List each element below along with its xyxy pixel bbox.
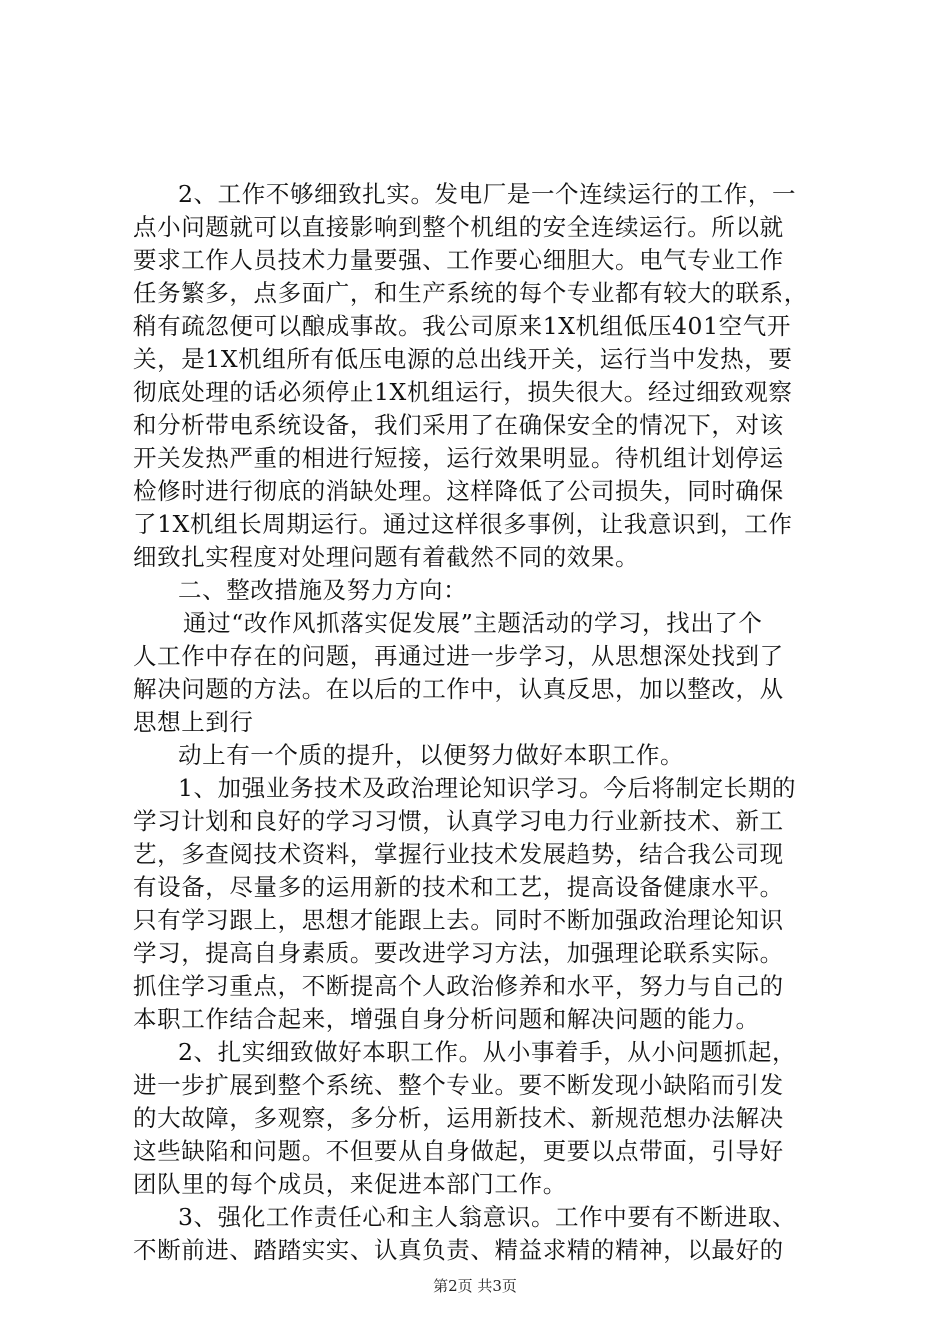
text-line: 解决问题的方法。在以后的工作中，认真反思，加以整改，从 [133,675,784,703]
text-line: 通过“改作风抓落实促发展”主题活动的学习，找出了个 [183,609,763,637]
text-line: 团队里的每个成员，来促进本部门工作。 [133,1170,567,1198]
text-line: 学习，提高自身素质。要改进学习方法，加强理论联系实际。 [133,939,784,967]
text-line: 和分析带电系统设备，我们采用了在确保安全的情况下，对该 [133,411,784,439]
text-line: 有设备，尽量多的运用新的技术和工艺，提高设备健康水平。 [133,873,784,901]
text-line: 稍有疏忽便可以酿成事故。我公司原来1X机组低压401空气开 [133,312,791,340]
text-line: 点小问题就可以直接影响到整个机组的安全连续运行。所以就 [133,213,784,241]
text-line: 细致扎实程度对处理问题有着截然不同的效果。 [133,543,640,571]
text-line: 艺，多查阅技术资料，掌握行业技术发展趋势，结合我公司现 [133,840,784,868]
text-line: 检修时进行彻底的消缺处理。这样降低了公司损失，同时确保 [133,477,784,505]
text-line: 人工作中存在的问题，再通过进一步学习，从思想深处找到了 [133,642,784,670]
text-line: 的大故障，多观察，多分析，运用新技术、新规范想办法解决 [133,1104,784,1132]
text-line: 2、工作不够细致扎实。发电厂是一个连续运行的工作，一 [178,180,797,208]
text-line: 进一步扩展到整个系统、整个专业。要不断发现小缺陷而引发 [133,1071,784,1099]
text-line: 要求工作人员技术力量要强、工作要心细胆大。电气专业工作 [133,246,784,274]
text-line: 本职工作结合起来，增强自身分析问题和解决问题的能力。 [133,1005,760,1033]
text-line: 不断前进、踏踏实实、认真负责、精益求精的精神，以最好的 [133,1236,784,1264]
text-line: 思想上到行 [133,708,254,736]
text-line: 任务繁多，点多面广，和生产系统的每个专业都有较大的联系， [133,279,808,307]
text-line: 彻底处理的话必须停止1X机组运行，损失很大。经过细致观察 [133,378,793,406]
text-line: 1、加强业务技术及政治理论知识学习。今后将制定长期的 [178,774,797,802]
text-line: 动上有一个质的提升，以便努力做好本职工作。 [178,741,685,769]
text-line: 开关发热严重的相进行短接，运行效果明显。待机组计划停运 [133,444,784,472]
text-line: 了1X机组长周期运行。通过这样很多事例，让我意识到，工作 [133,510,793,538]
text-line: 这些缺陷和问题。不但要从自身做起，更要以点带面，引导好 [133,1137,784,1165]
text-line: 2、扎实细致做好本职工作。从小事着手，从小问题抓起， [178,1038,797,1066]
text-line: 关，是1X机组所有低压电源的总出线开关，运行当中发热，要 [133,345,793,373]
text-line: 3、强化工作责任心和主人翁意识。工作中要有不断进取、 [178,1203,797,1231]
text-line: 学习计划和良好的学习习惯，认真学习电力行业新技术、新工 [133,807,784,835]
page-number-footer: 第2页 共3页 [433,1277,517,1295]
section-heading: 二、整改措施及努力方向： [178,576,468,604]
text-line: 抓住学习重点，不断提高个人政治修养和水平，努力与自己的 [133,972,784,1000]
text-line: 只有学习跟上，思想才能跟上去。同时不断加强政治理论知识 [133,906,784,934]
